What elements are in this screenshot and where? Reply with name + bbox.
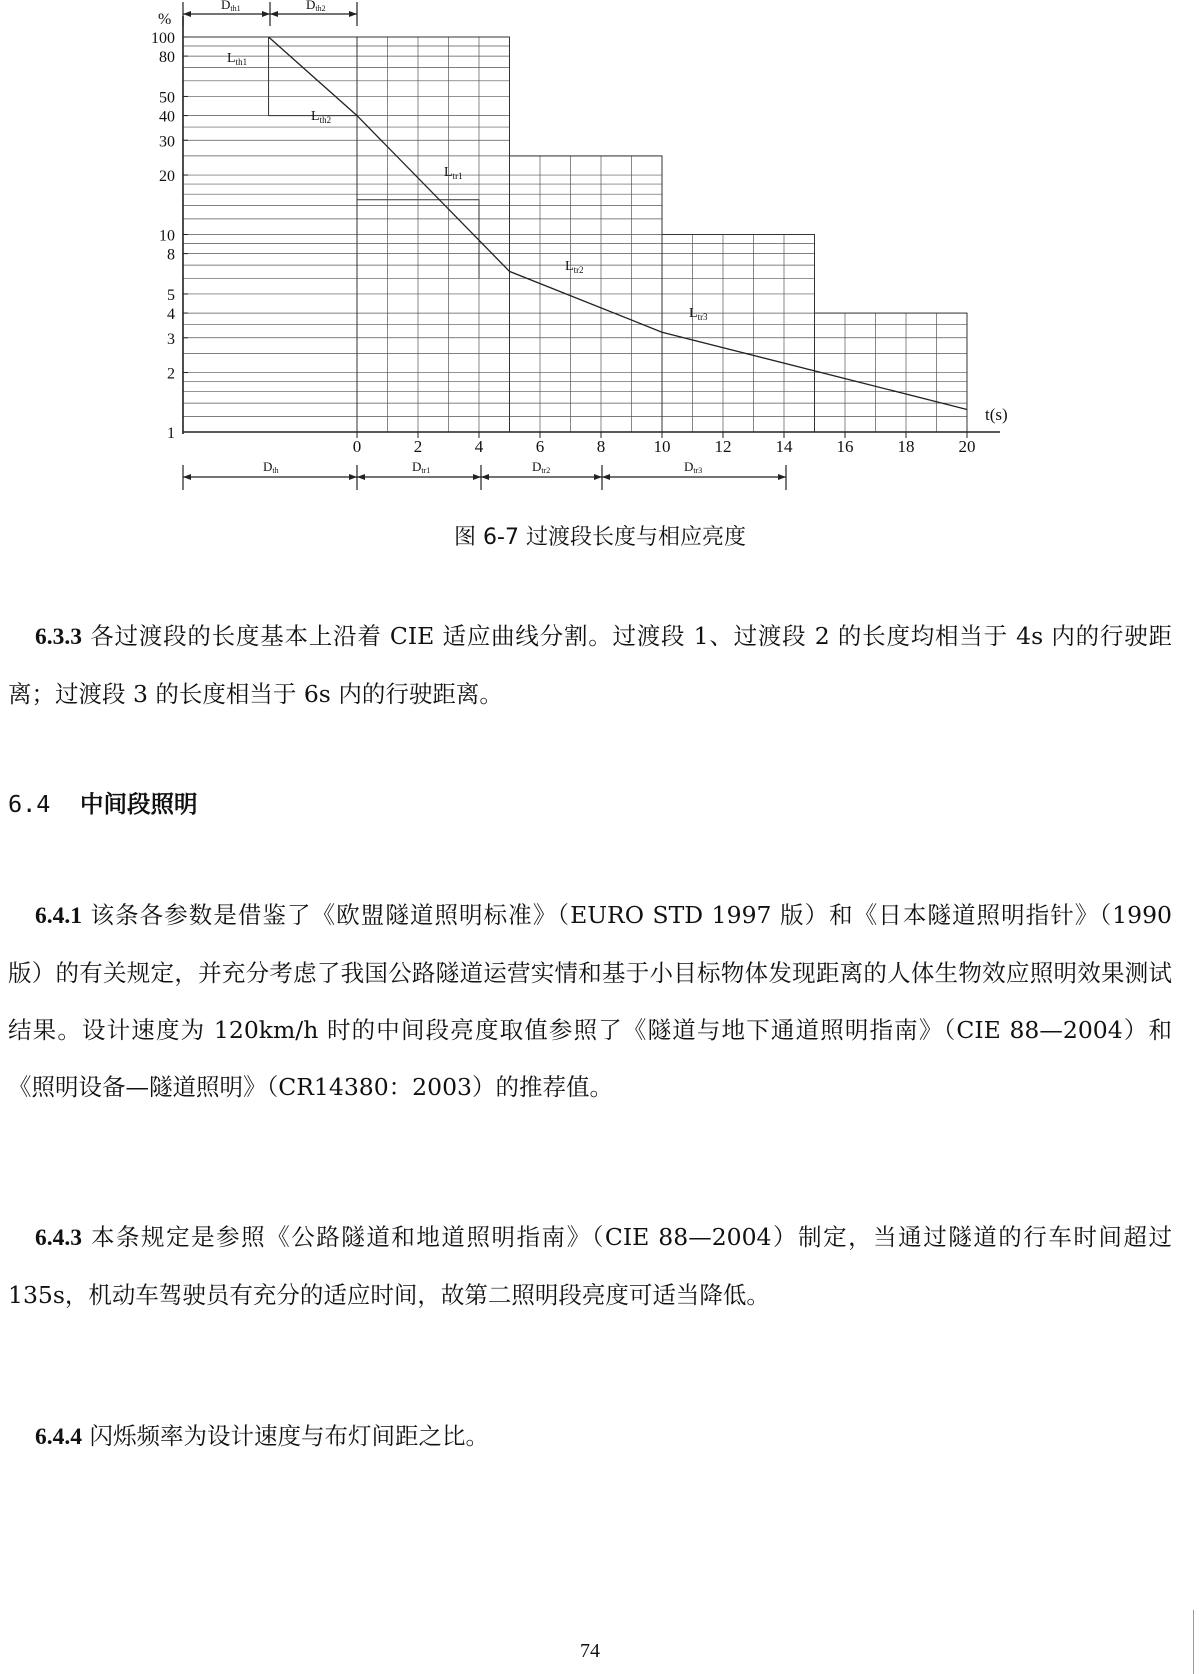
clause-number: 6.4.1	[35, 903, 82, 929]
paragraph-6-4-1	[8, 887, 1172, 1116]
x-tick-label: 8	[596, 437, 606, 456]
x-tick-label: 2	[413, 437, 423, 456]
y-tick-label: 4	[167, 306, 175, 324]
clause-text: 本条规定是参照《公路隧道和地道照明指南》（CIE 88—2004）制定，当通过隧道的行车时间超过 135s，机动车驾驶员有充分的适应时间，故第二照明段亮度可适当降低。	[8, 1223, 1172, 1309]
section-number: 6.4	[8, 790, 51, 818]
label-lth2: $L_{th2}$	[311, 109, 332, 125]
dim-dth1: Dth1	[221, 0, 241, 13]
paragraph-6-4-3	[8, 1209, 1172, 1324]
y-tick-label: 30	[159, 133, 175, 151]
x-tick-label: 20	[958, 437, 976, 456]
section-title: 中间段照明	[80, 790, 198, 818]
page-number: 74	[580, 1640, 600, 1662]
dim-dth: Dth	[263, 459, 279, 475]
clause-text: 该条各参数是借鉴了《欧盟隧道照明标准》（EURO STD 1997 版）和《日本隧道照明指针》（1990 版）的有关规定，并充分考虑了我国公路隧道运营实情和基于小目标物体发现距离的人体生物效应照明效果测试结果。设计速度为 120km/h 时的中间段亮度取值参照了《隧道与地下通道照明指南》（CIE 88—2004）和《照明设备—隧道照明》（CR14380：2003）的推荐值。	[8, 901, 1172, 1101]
x-tick-label: 0	[352, 437, 362, 456]
dim-dtr3: Dtr3	[684, 459, 703, 475]
clause-text: 闪烁频率为设计速度与布灯间距之比。	[82, 1422, 489, 1450]
y-tick-label: 8	[167, 246, 175, 264]
x-tick-label: 12	[714, 437, 732, 456]
y-tick-label: 1	[167, 425, 175, 442]
dim-dtr1: Dtr1	[412, 459, 431, 475]
figure-caption: 图 6-7 过渡段长度与相应亮度	[454, 525, 746, 550]
clause-text: 各过渡段的长度基本上沿着 CIE 适应曲线分割。过渡段 1、过渡段 2 的长度均相当于 4s 内的行驶距离；过渡段 3 的长度相当于 6s 内的行驶距离。	[8, 622, 1172, 708]
y-tick-label: 10	[159, 227, 175, 245]
dim-dth2: Dth2	[306, 0, 326, 13]
clause-number: 6.4.3	[35, 1225, 82, 1251]
grid-lines	[183, 37, 967, 432]
tick-labels	[151, 30, 976, 456]
y-tick-label: 3	[167, 330, 175, 348]
y-axis-unit: %	[158, 11, 172, 28]
y-tick-label: 50	[159, 89, 175, 107]
label-ltr1: $L_{tr1}$	[444, 165, 463, 181]
paragraph-6-3-3	[8, 608, 1172, 723]
y-tick-label: 100	[151, 30, 175, 47]
x-tick-label: 6	[535, 437, 545, 456]
x-tick-label: 10	[653, 437, 671, 456]
section-heading-6-4	[8, 785, 198, 819]
label-ltr3: $L_{tr3}$	[689, 306, 708, 322]
y-tick-label: 40	[159, 108, 175, 126]
x-tick-label: 14	[775, 437, 793, 456]
y-tick-label: 20	[159, 168, 175, 186]
y-tick-label: 5	[167, 286, 175, 304]
clause-number: 6.3.3	[35, 624, 82, 650]
axes	[158, 11, 1008, 434]
zone-frame	[662, 235, 815, 433]
dim-dtr2: Dtr2	[532, 459, 551, 475]
x-tick-label: 16	[836, 437, 854, 456]
clause-number: 6.4.4	[35, 1424, 82, 1450]
x-tick-label: 4	[474, 437, 484, 456]
x-axis-label: t(s)	[985, 405, 1008, 424]
y-tick-label: 2	[167, 365, 175, 383]
y-tick-label: 80	[159, 49, 175, 67]
x-tick-label: 18	[897, 437, 915, 456]
page-edge-mark	[1193, 1610, 1194, 1674]
transition-zone-luminance-figure	[0, 0, 1200, 500]
zone-labels	[227, 51, 708, 322]
paragraph-6-4-4	[8, 1408, 1172, 1466]
label-ltr2: $L_{tr2}$	[565, 259, 584, 275]
label-lth1: $L_{th1}$	[227, 51, 248, 67]
